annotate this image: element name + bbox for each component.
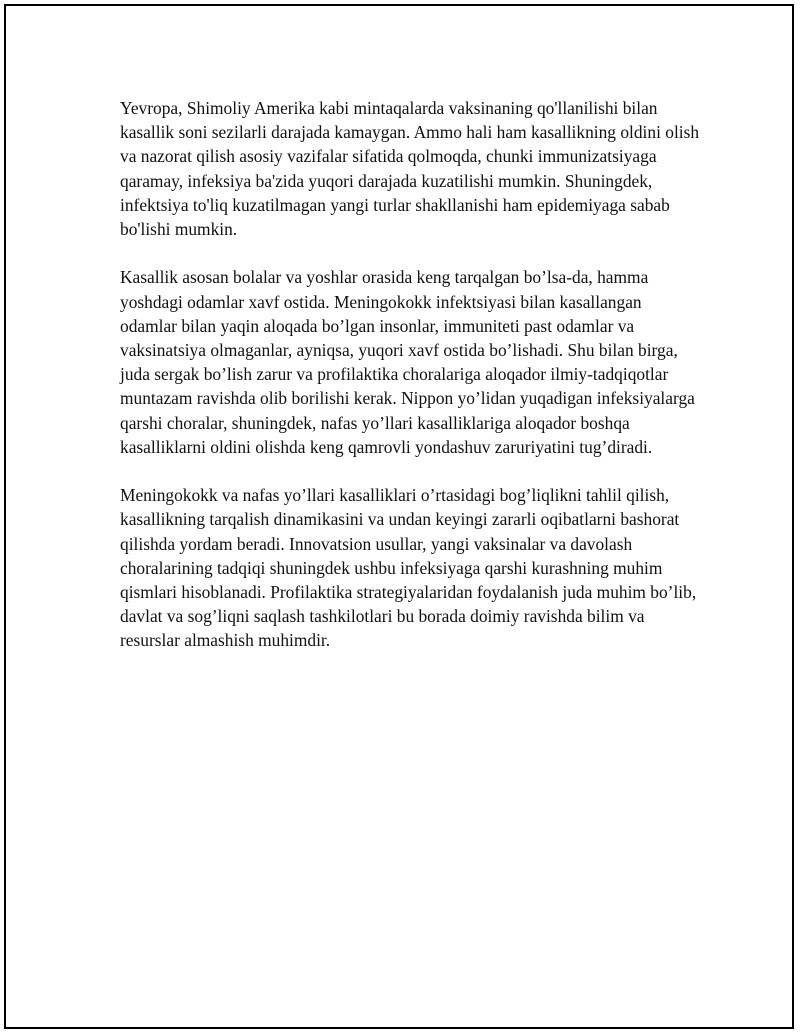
page-frame xyxy=(4,4,794,1029)
paragraph-1: Yevropa, Shimoliy Amerika kabi mintaqalarda vaksinaning qo'llanilishi bilan kasallik soni sezilarli darajada kamaygan. Ammo hali ham kasallikning oldini olish va nazorat qilish asosiy vazifalar sifatida qolmoqda, chunki immunizatsiyaga qaramay, infeksiya ba'zida yuqori darajada kuzatilishi mumkin. Shuningdek, infektsiya to'liq kuzatilmagan yangi turlar shakllanishi ham epidemiyaga sabab bo'lishi mumkin. xyxy=(120,98,700,240)
paragraph-2: Kasallik asosan bolalar va yoshlar orasida keng tarqalgan bo’lsa-da, hamma yoshdagi odamlar xavf ostida. Meningokokk infektsiyasi bilan kasallangan odamlar bilan yaqin aloqada bo’lgan insonlar, immuniteti past odamlar va vaksinatsiya olmaganlar, ayniqsa, yuqori xavf ostida bo’lishadi. Shu bilan birga, juda sergak bo’lish zarur va profilaktika choralariga aloqador ilmiy-tadqiqotlar muntazam ravishda olib borilishi kerak. Nippon yo’lidan yuqadigan infeksiyalarga qarshi choralar, shuningdek, nafas yo’llari kasalliklariga aloqador boshqa kasalliklarni oldini olishda keng qamrovli yondashuv zaruriyatini tug’diradi. xyxy=(120,267,695,457)
document-body xyxy=(120,96,700,653)
paragraph-3: Meningokokk va nafas yo’llari kasalliklari o’rtasidagi bog’liqlikni tahlil qilish, kasallikning tarqalish dinamikasini va undan keyingi zararli oqibatlarni bashorat qilishda yordam beradi. Innovatsion usullar, yangi vaksinalar va davolash choralarining tadqiqi shuningdek ushbu infeksiyaga qarshi kurashning muhim qismlari hisoblanadi. Profilaktika strategiyalaridan foydalanish juda muhim bo’lib, davlat va sog’liqni saqlash tashkilotlari bu borada doimiy ravishda bilim va resurslar almashish muhimdir. xyxy=(120,485,697,651)
